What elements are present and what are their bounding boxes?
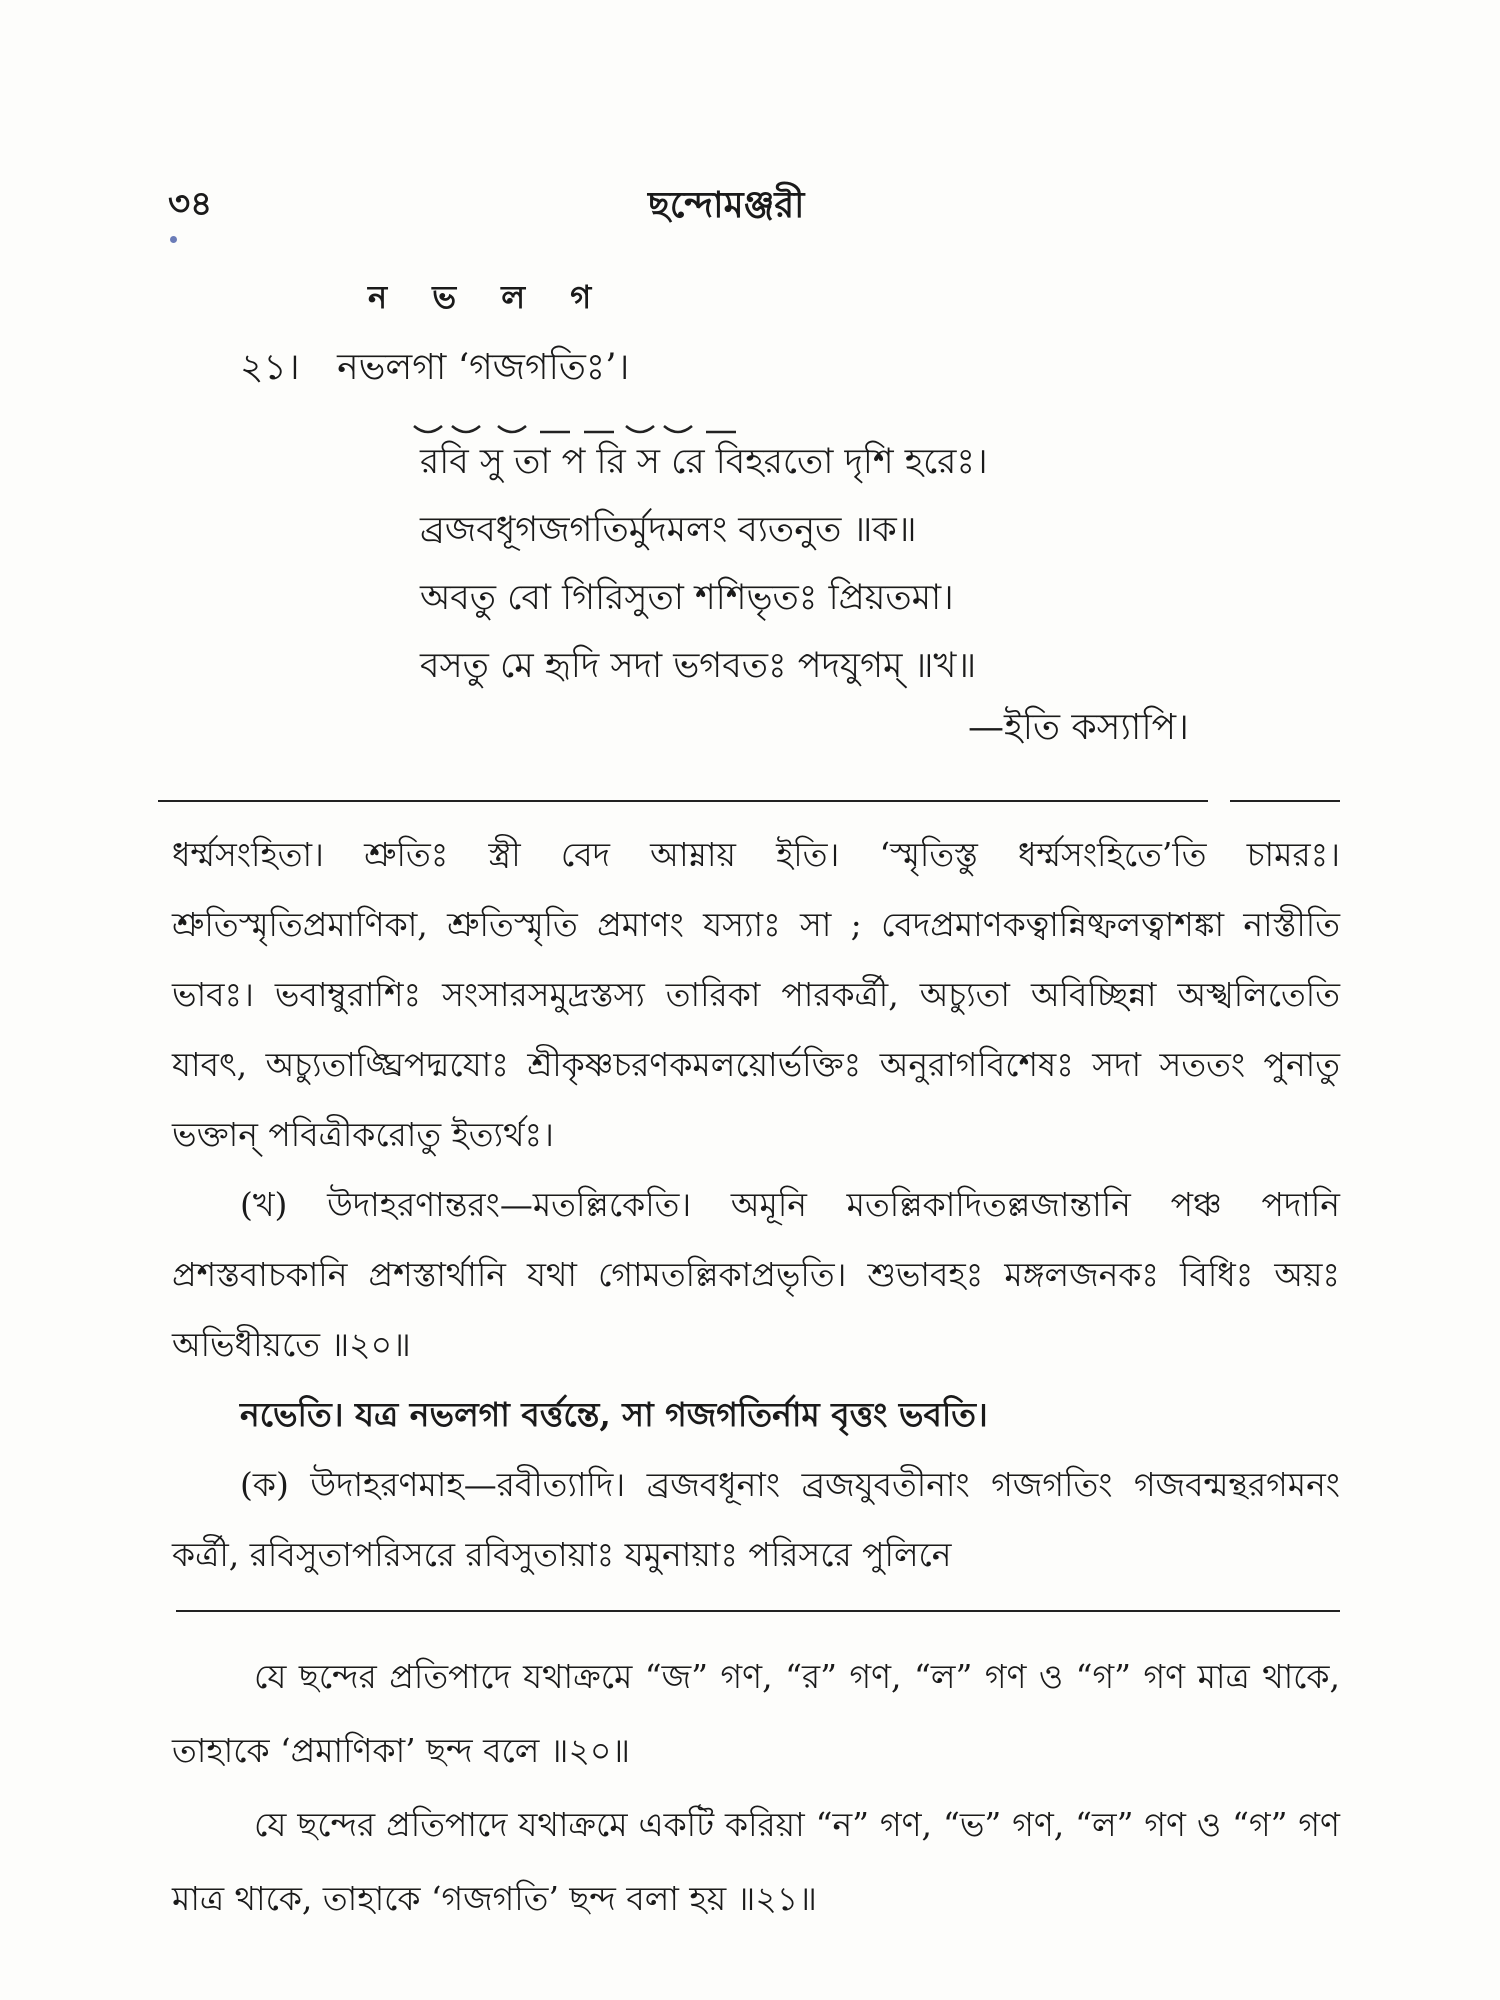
commentary [172,820,1340,1590]
verse-lines [420,428,988,700]
commentary-paragraph: (খ) উদাহরণান্তরং—মতল্লিকেতি। অমূনি মতল্লিকাদিতল্লজান্তানি পঞ্চ পদানি প্রশস্তবাচকানি প্রশস্তার্থানি যথা গোমতল্লিকাপ্রভৃতি। শুভাবহঃ মঙ্গলজনকঃ বিধিঃ অয়ঃ অভিধীয়তে ॥২০॥ [172,1185,1340,1364]
commentary-divider-end [1230,800,1340,802]
verse-line: অবতু বো গিরিসুতা শশিভৃতঃ প্রিয়তমা। [420,578,954,618]
verse-title: নভলগা ‘গজগতিঃ’। [337,347,630,388]
verse-line: ব্রজবধূগজগতির্মুদমলং ব্যতনুত ॥ক॥ [420,510,917,550]
footnote [172,1640,1340,1936]
verse-line: বসতু মে হৃদি সদা ভগবতঃ পদযুগম্ ॥খ॥ [420,646,977,686]
gana-scheme: ন ভ ল গ [368,278,592,316]
footnote-paragraph: যে ছন্দের প্রতিপাদে যথাক্রমে “জ” গণ, “র” গণ, “ল” গণ ও “গ” গণ মাত্র থাকে, তাহাকে ‘প্রমাণিকা’ ছন্দ বলে ॥২০॥ [172,1657,1340,1770]
commentary-divider [158,800,1208,802]
commentary-paragraph: (ক) উদাহরণমাহ—রবীত্যাদি। ব্রজবধূনাং ব্রজযুবতীনাং গজগতিং গজবন্মন্থরগমনং কর্ত্রী, রবিসুতাপরিসরে রবিসুতায়াঃ যমুনায়াঃ পরিসরে পুলিনে [172,1465,1340,1574]
verse-number: ২১। [240,347,300,388]
footnote-paragraph: যে ছন্দের প্রতিপাদে যথাক্রমে একটি করিয়া “ন” গণ, “ভ” গণ, “ল” গণ ও “গ” গণ মাত্র থাকে, তাহাকে ‘গজগতি’ ছন্দ বলা হয় ॥২১॥ [172,1805,1340,1918]
verse-heading [240,340,629,400]
page-number: ৩৪ [168,184,213,224]
page-header [168,178,1348,228]
ink-dot [170,236,177,243]
commentary-paragraph: ধর্ম্মসংহিতা। শ্রুতিঃ স্ত্রী বেদ আম্নায় ইতি। ‘স্মৃতিস্তু ধর্ম্মসংহিতে’তি চামরঃ। শ্রুতিস্মৃতিপ্রমাণিকা, শ্রুতিস্মৃতি প্রমাণং যস্যাঃ সা ; বেদপ্রমাণকত্বান্নিষ্ফলত্বাশঙ্কা নাস্তীতি ভাবঃ। ভবাম্বুরাশিঃ সংসারসমুদ্রস্তস্য তারিকা পারকর্ত্রী, অচ্যুতা অবিচ্ছিন্না অস্খলিতেতি যাবৎ, অচ্যুতাঙ্ঘ্রিপদ্মযোঃ শ্রীকৃষ্ণচরণকমলয়োর্ভক্তিঃ অনুরাগবিশেষঃ সদা সততং পুনাতু ভক্তান্ পবিত্রীকরোতু ইত্যর্থঃ। [172,835,1340,1154]
footnote-divider [176,1610,1340,1612]
commentary-paragraph: নভেতি। যত্র নভলগা বর্ত্তন্তে, সা গজগতির্নাম বৃত্তং ভবতি। [240,1395,988,1434]
verse-attribution: —ইতি কস্যাপি। [968,707,1189,748]
verse-line: রবি সু তা প রি স রে বিহরতো দৃশি হরেঃ। [420,442,988,482]
running-title: ছন্দোমঞ্জরী [648,184,805,226]
